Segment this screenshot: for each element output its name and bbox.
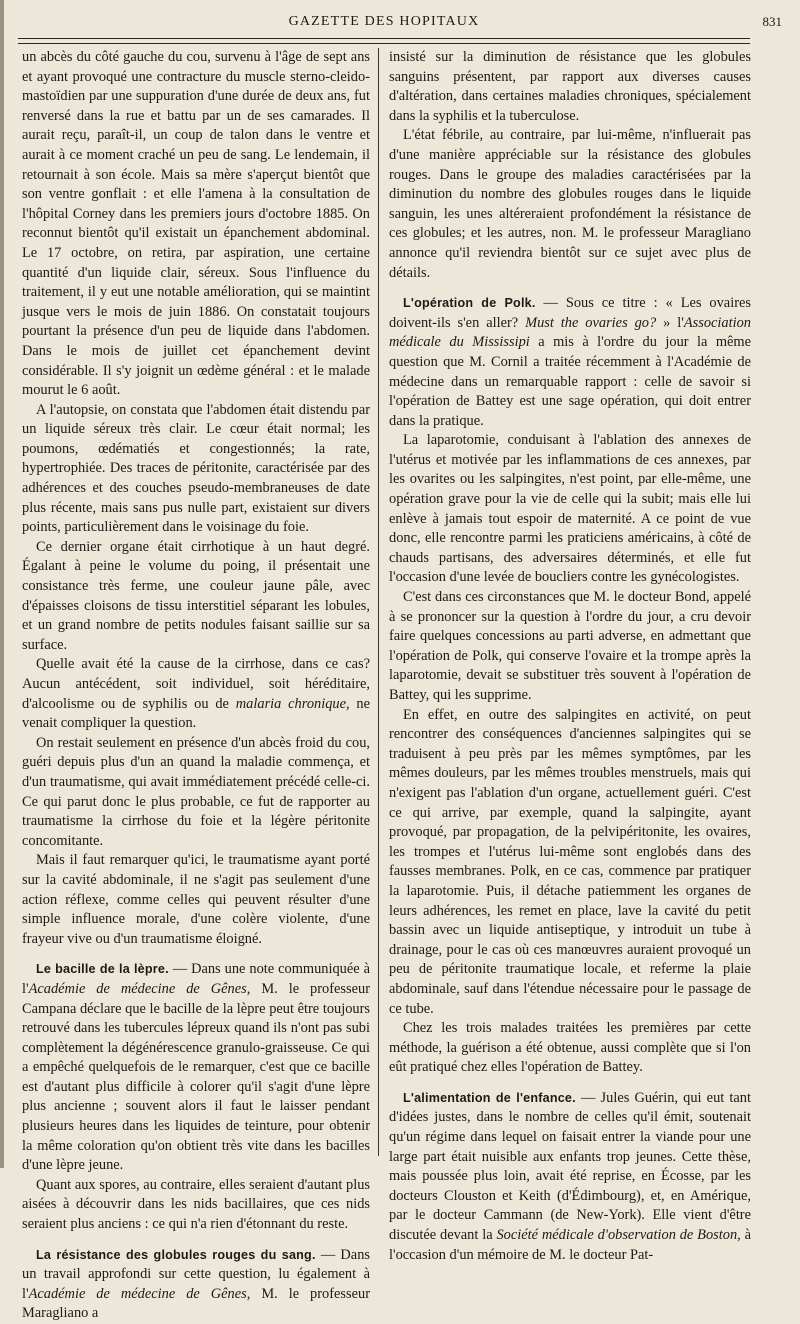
- text-run: — Sous ce titre : « Les ovaires doivent-ils s'en aller?: [389, 295, 751, 331]
- text-run: , ne venait compliquer la question.: [22, 695, 370, 732]
- section-heading: L'alimentation de l'enfance.: [403, 1090, 576, 1105]
- section-heading: L'opération de Polk.: [403, 296, 536, 311]
- page-edge: [0, 0, 4, 1168]
- paragraph: C'est dans ces circonstances que M. le docteur Bond, appelé à se prononcer sur la question à l'ordre du jour, a cru devoir faire quelques concessions au parti adverse, en admettant que l'opération de Polk, qui conserve l'ovaire et la trompe après la laparotomie, devait se substituer très souvent à l'opération de Battey, qui les supprime.: [389, 589, 751, 703]
- section-heading: Le bacille de la lèpre.: [36, 962, 169, 977]
- italic-text: Académie de médecine de Gênes: [28, 1285, 247, 1302]
- column-divider: [378, 48, 379, 1156]
- paragraph: Quant aux spores, au contraire, elles seraient d'autant plus aisées à découvrir dans les nids bacillaires, que ces nids seraient plus anciens : ce qui n'a rien d'étonnant du reste.: [22, 1176, 370, 1233]
- text-run: a mis à l'ordre du jour la même question que M. Cornil a traitée récemment à l'Académie de médecine dans un remarquable rapport : celle de savoir si l'opération de Battey est une sage opération, qui doit entrer dans la pratique.: [389, 334, 752, 429]
- paragraph: La laparotomie, conduisant à l'ablation des annexes de l'utérus et motivée par les inflammations de ces annexes, par les ovarites ou les salpingites, n'est point, par elle-même, une opération grave pour la vie de celle qui la subit; mais elle lui enlève à jamais tout espoir de maternité. A ce point de vue donc, elle rencontre parmi les praticiens américains, à côté de chauds partisans, des adversaires déterminés, et elle fut l'occasion d'une levée de boucliers contre les gynécologistes.: [389, 432, 751, 586]
- left-column: [22, 48, 370, 1322]
- paragraph: insisté sur la diminution de résistance que les globules sanguins présentent, par rapport aux diverses causes d'altération, dans certaines maladies chroniques, spécialement dans la syphilis et la tuberculose.: [389, 49, 751, 124]
- italic-text: malaria chronique: [235, 695, 346, 712]
- section-child-nutrition: [389, 1089, 751, 1265]
- page-number: 831: [762, 14, 782, 29]
- italic-text: Must the ovaries go?: [525, 314, 657, 331]
- paragraph: [22, 655, 370, 733]
- text-run: — Jules Guérin, qui eut tant d'idées justes, dans le nombre de celles qu'il émit, soutenait qu'un régime dans lequel on faisait entrer la viande pour une large part était nuisible aux enfants trop jeunes. Cette thèse, mais poussée plus loin, avait été reprise, en Écosse, par les docteurs Clouston et Keith (d'Édimbourg), et, en Amérique, par le docteur Cammann (de New-York). Elle vient d'être discutée devant la: [389, 1089, 751, 1244]
- header-rule-bottom: [18, 43, 750, 44]
- section-red-cells: [22, 1246, 370, 1324]
- text-run: — Dans une note communiquée à l': [22, 961, 370, 997]
- text-run: , à l'occasion d'un mémoire de M. le docteur Pat-: [389, 1227, 751, 1263]
- paragraph: Ce dernier organe était cirrhotique à un haut degré. Égalant à peine le volume du poing, il présentait une consistance très ferme, une couleur jaune pâle, avec d'épaisses cloisons de tissu interstitiel séparant les lobules, et un grand nombre de petits nodules faisant saillie sur sa surface.: [22, 538, 370, 653]
- header-rule-top: [18, 38, 750, 39]
- text-run: , M. le professeur Maragliano a: [22, 1285, 370, 1322]
- section-leprosy: [22, 960, 370, 1176]
- section-heading: La résistance des globules rouges du sang.: [36, 1247, 316, 1262]
- paragraph: On restait seulement en présence d'un abcès froid du cou, guéri depuis plus d'un an quand la maladie commença, et d'un traumatisme, qui avait immédiatement précédé celle-ci. Ce qui parut donc le plus probable, ce fut de rapporter au traumatisme la cirrhose du foie et la légère péritonite concomitante.: [22, 734, 370, 849]
- italic-text: Association médicale du Mississipi: [389, 314, 751, 351]
- section-polk-operation: [389, 294, 751, 431]
- italic-text: Académie de médecine de Gênes: [28, 980, 247, 997]
- text-run: » l': [656, 314, 684, 331]
- paragraph: Chez les trois malades traitées les premières par cette méthode, la guérison a été obtenue, aussi complète que si l'on eût pratiqué chez elles l'opération de Battey.: [389, 1020, 751, 1076]
- paragraph: En effet, en outre des salpingites en activité, on peut rencontrer des conséquences d'anciennes salpingites qui se traduisent à peu près par les mêmes symptômes, par les mêmes douleurs, par les mêmes troubles menstruels, mais qui n'exigent pas l'ablation d'un organe, actuellement guéri. C'est ce qui arrive, par exemple, quand la salpingite, ayant provoqué, par propagation, de la pelvipéritonite, les ovaires, les trompes et l'utérus lui-même sont englobés dans des fausses membranes. Polk, en ce cas, commence par pratiquer la laparotomie. Puis, il détache patiemment les organes de leurs adhérences, les remet en place, lave la cavité du petit bassin avec un liquide antiseptique, y introduit un tube à drainage, pour le cas où ces manœuvres auraient provoqué un peu de péritonite traumatique locale, et referme la plaie abdominale, sauf dans l'étendue nécessaire pour le passage de ce tube.: [389, 706, 751, 1017]
- paragraph: Mais il faut remarquer qu'ici, le traumatisme ayant porté sur la cavité abdominale, il ne s'agit pas seulement d'une action réflexe, comme celles qui peuvent résulter d'une simple influence morale, d'une colère violente, d'une frayeur vive ou d'un traumatisme éloigné.: [22, 852, 370, 947]
- right-column: [389, 48, 752, 1263]
- paragraph: A l'autopsie, on constata que l'abdomen était distendu par un liquide séreux très clair. Le cœur était normal; les poumons, œdématiés et congestionnés; la rate, hypertrophiée. Des traces de péritonite, caractérisée par des adhérences et des couches pseudo-membraneuses de date plus récente, mais sans pus nulle part, existaient sur divers points, particulièrement dans le voisinage du foie.: [22, 401, 370, 536]
- italic-text: Société médicale d'observation de Boston: [496, 1227, 738, 1244]
- text-run: , M. le professeur Campana déclare que le bacille de la lèpre peut être toujours retrouvé dans les tubercules lépreux quand ils n'ont pas subi complètement la dégénérescence granulo-graisseuse. Ce qui a empêché quelquefois de le remarquer, c'est que ce bacille est d'autant plus difficile à colorer qu'il s'agit d'une lèpre plus ancienne ; souvent alors il faut le laisser pendant plusieurs heures dans les liquides de teinture, pour obtenir la même coloration qu'on obtient très vite dans les bacilles d'une lèpre jeune.: [22, 980, 370, 1174]
- page-header: [18, 10, 782, 36]
- journal-title: GAZETTE DES HOPITAUX: [288, 14, 480, 29]
- text-run: Quelle avait été la cause de la cirrhose, dans ce cas? Aucun antécédent, soit individuel, soit héréditaire, d'alcoolisme ou de syphilis ou de: [22, 656, 370, 712]
- paragraph: un abcès du côté gauche du cou, survenu à l'âge de sept ans et ayant provoqué une contracture du muscle sterno-cleido-mastoïdien par une suppuration d'une durée de deux ans, fut renversé dans la rue et battu par un de ses camarades. Il aurait reçu, paraît-il, un coup de talon dans le ventre et aurait à ce moment craché un peu de sang. Le lendemain, il retournait à son école. Mais sa mère s'aperçut bientôt que son ventre gonflait : et elle l'amena à la consultation de l'hôpital Corney dans les premiers jours d'octobre 1885. On reconnut bientôt qu'il existait un épanchement abdominal. Le 17 octobre, on retira, par aspiration, une certaine quantité d'un liquide clair, séreux. Sous l'influence du traitement, il y eut une notable amélioration, qui se maintint jusque vers le mois de juin 1886. On constatait toujours pourtant la présence d'un peu de liquide dans l'abdomen. Dans le mois de juillet cet épanchement devint considérable. Il s'y joignit un œdème général : et le malade mourut le 6 août.: [22, 49, 370, 399]
- paragraph: L'état fébrile, au contraire, par lui-même, n'influerait pas d'une manière appréciable sur la résistance des globules rouges. Dans le groupe des maladies caractérisées par la diminution du nombre des globules rouges dans le liquide sanguin, les unes altéreraient profondément la résistance de ces globules; et les autres, non. M. le professeur Maragliano annonce qu'il reviendra bientôt sur ce sujet avec plus de détails.: [389, 127, 751, 281]
- text-run: — Dans un travail approfondi sur cette question, lu également à l': [22, 1246, 370, 1302]
